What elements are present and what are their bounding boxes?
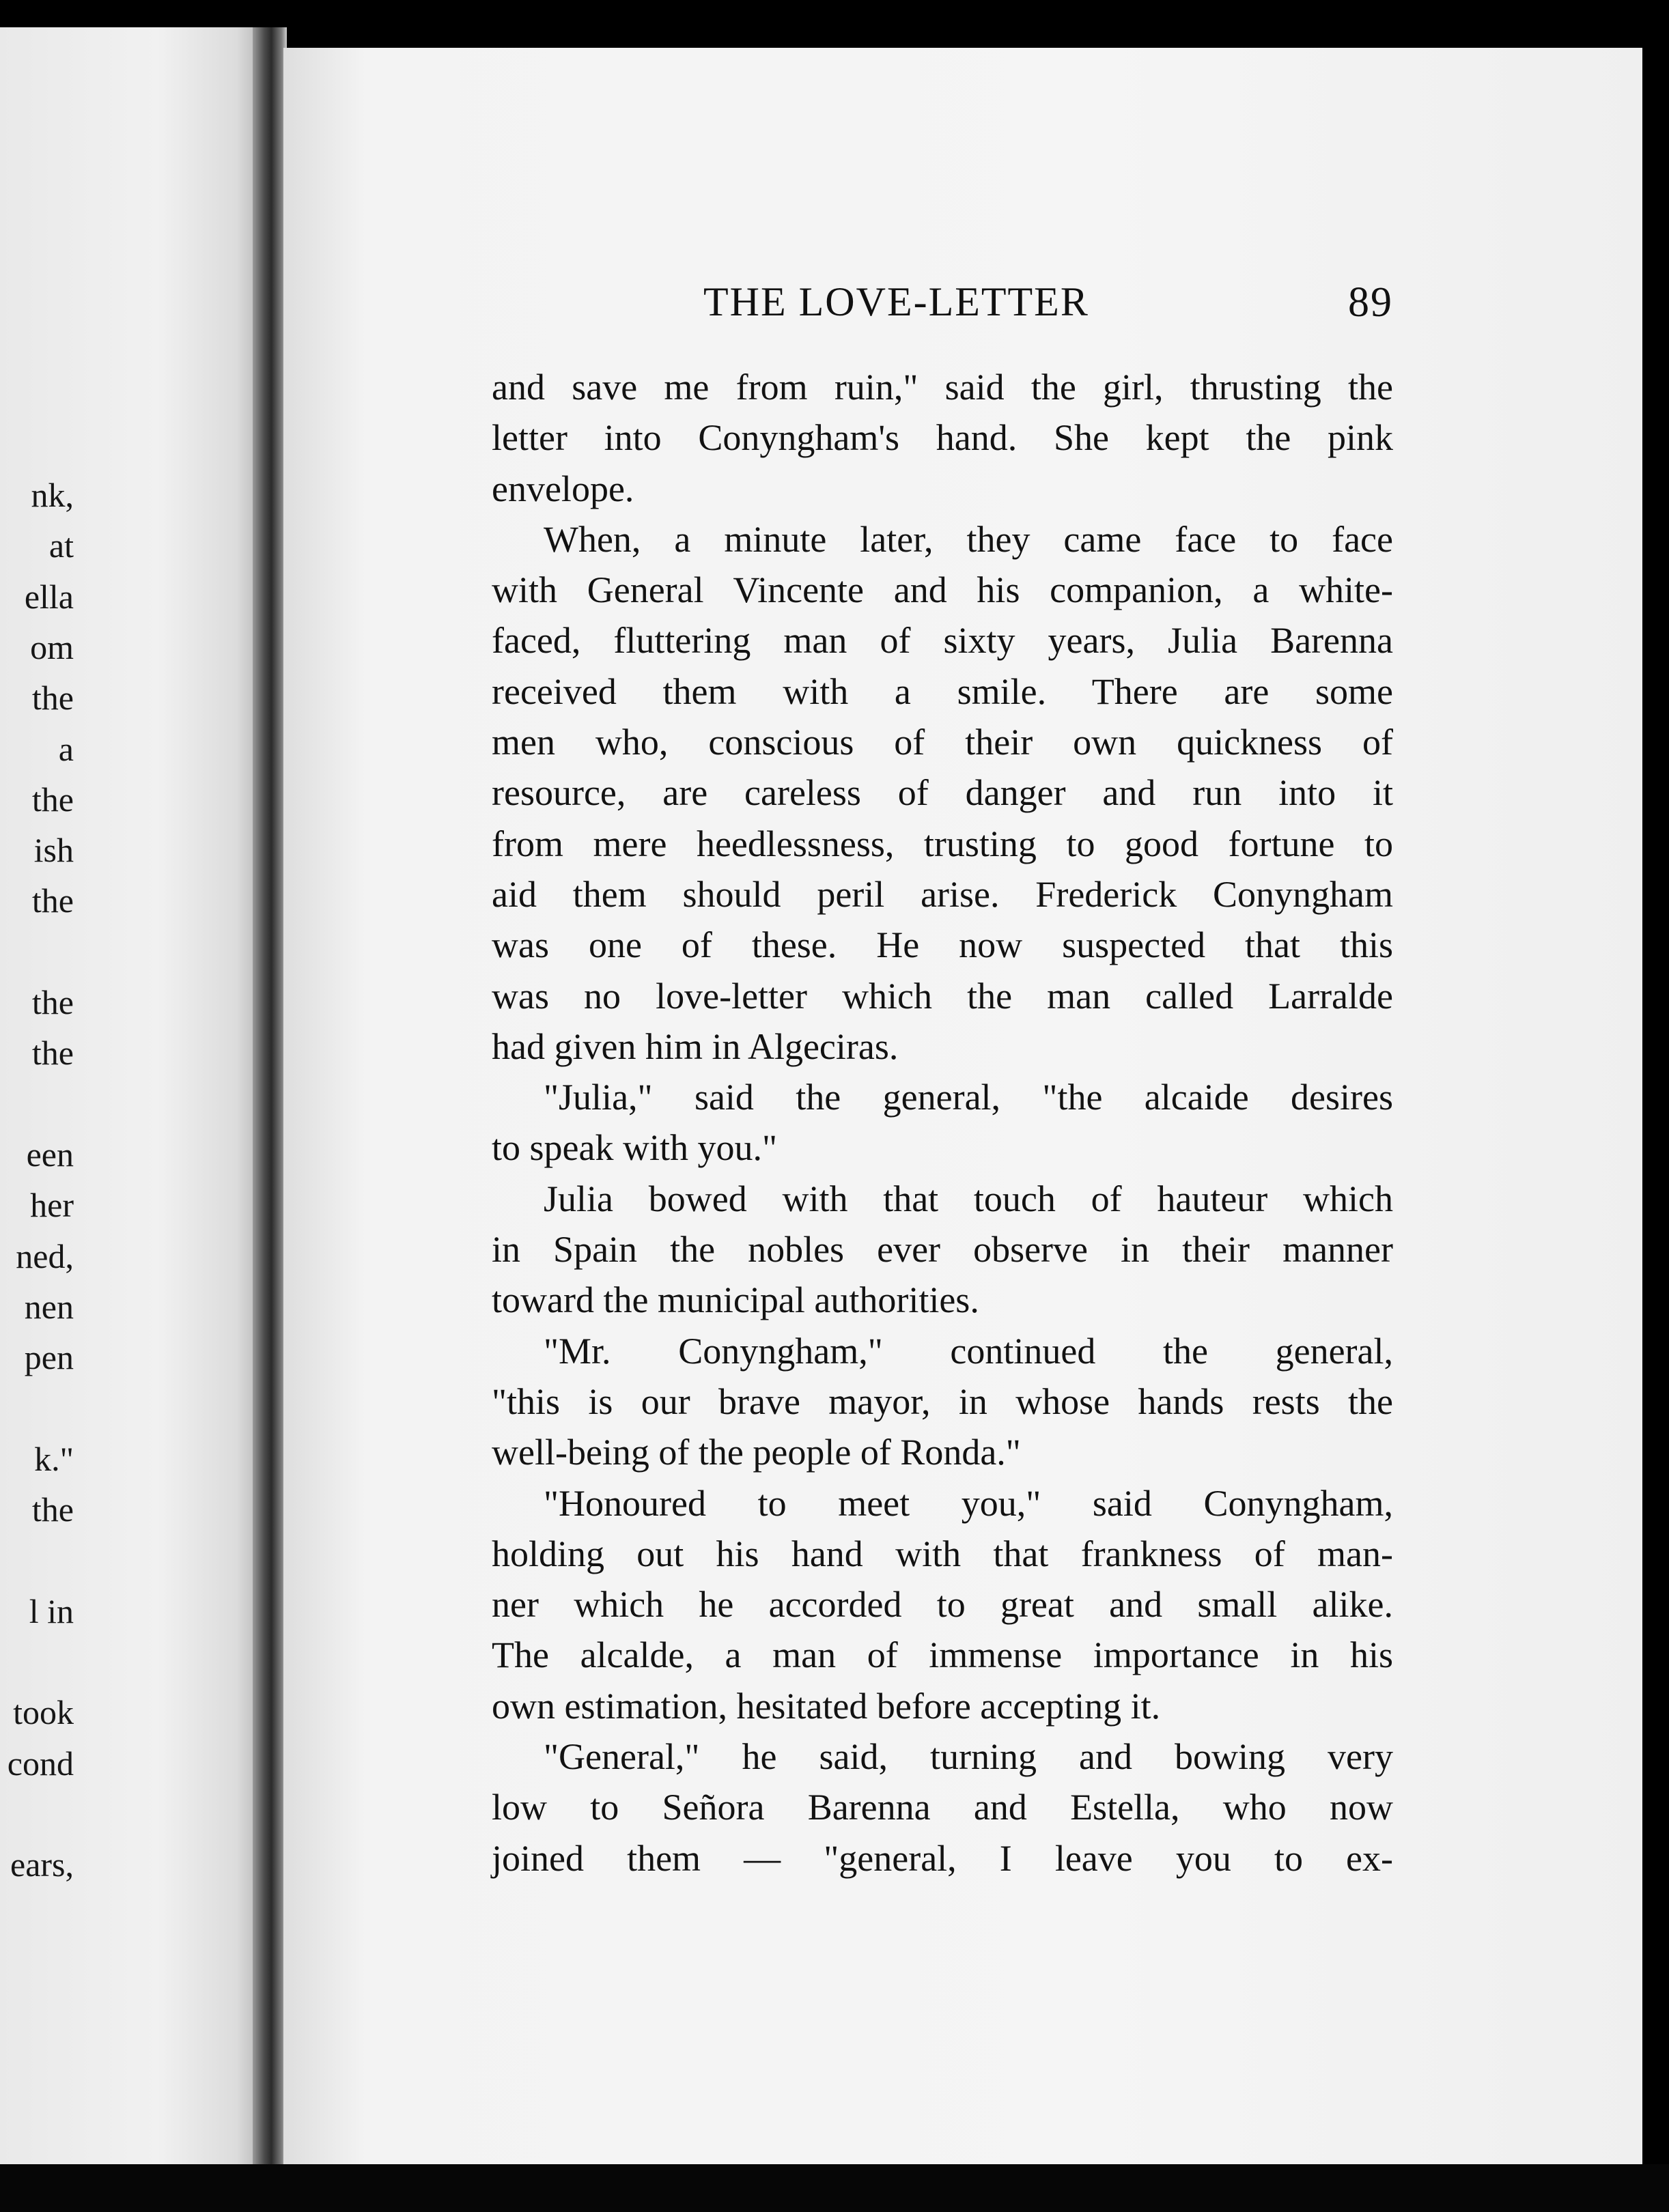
text-line: aid them should peril arise. Frederick Conyngham: [492, 873, 1393, 915]
left-page-fragment: the: [31, 1490, 74, 1529]
left-page-fragment: een: [26, 1135, 74, 1174]
text-line: was no love-letter which the man called Larralde: [492, 975, 1393, 1017]
left-page-fragment: the: [31, 881, 74, 920]
text-line: own estimation, hesitated before accepting it.: [492, 1685, 1161, 1727]
left-page-fragment: pen: [24, 1338, 74, 1377]
text-line: When, a minute later, they came face to face: [544, 518, 1393, 560]
page-header: [492, 279, 1393, 333]
text-line: "this is our brave mayor, in whose hands rests the: [492, 1380, 1393, 1422]
left-page-fragment: the: [31, 780, 74, 819]
text-line: men who, conscious of their own quickness of: [492, 722, 1393, 763]
text-line: to speak with you.": [492, 1127, 777, 1169]
text-line: ner which he accorded to great and small alike.: [492, 1584, 1393, 1626]
text-line: "General," he said, turning and bowing very: [544, 1736, 1393, 1778]
left-page-fragment: l in: [29, 1591, 74, 1630]
text-line: joined them — "general, I leave you to ex-: [492, 1837, 1393, 1879]
text-line: received them with a smile. There are some: [492, 670, 1393, 712]
text-line: The alcalde, a man of immense importance in his: [492, 1634, 1393, 1676]
left-page-fragment: nk,: [31, 476, 74, 514]
left-page-fragment: ears,: [10, 1845, 74, 1884]
page-number: 89: [1348, 279, 1393, 326]
left-page-fragment: the: [31, 679, 74, 718]
text-line: had given him in Algeciras.: [492, 1025, 899, 1067]
left-page-fragment: ish: [33, 831, 74, 870]
left-page-fragment: k.": [34, 1439, 74, 1478]
text-line: and save me from ruin," said the girl, thrusting the: [492, 367, 1393, 408]
text-line: holding out his hand with that frankness of man-: [492, 1533, 1393, 1574]
left-page-text-fragments: [0, 0, 263, 2212]
left-page-fragment: om: [30, 627, 74, 666]
scan-right-border: [1642, 48, 1669, 2212]
left-page-fragment: took: [13, 1693, 74, 1732]
text-line: in Spain the nobles ever observe in their manner: [492, 1229, 1393, 1271]
left-page-fragment: the: [31, 1034, 74, 1073]
text-line: resource, are careless of danger and run into it: [492, 772, 1393, 814]
text-line: toward the municipal authorities.: [492, 1279, 979, 1321]
left-page-fragment: at: [48, 526, 74, 565]
left-page-fragment: her: [30, 1186, 74, 1225]
text-line: "Honoured to meet you," said Conyngham,: [544, 1482, 1393, 1524]
left-page-fragment: ned,: [16, 1236, 74, 1275]
text-line: from mere heedlessness, trusting to good fortune to: [492, 823, 1393, 864]
text-line: well-being of the people of Ronda.": [492, 1432, 1021, 1473]
text-line: letter into Conyngham's hand. She kept the pink: [492, 417, 1393, 459]
left-page-fragment: nen: [24, 1287, 74, 1326]
running-title: THE LOVE-LETTER: [703, 279, 1089, 324]
text-line: envelope.: [492, 468, 634, 509]
text-line: with General Vincente and his companion, a white-: [492, 569, 1393, 611]
left-page-fragment: the: [31, 983, 74, 1021]
text-line: low to Señora Barenna and Estella, who now: [492, 1787, 1393, 1828]
body-text: [492, 362, 1393, 1884]
left-page-fragment: ella: [24, 577, 74, 616]
left-page-fragment: cond: [7, 1744, 74, 1783]
text-line: was one of these. He now suspected that this: [492, 924, 1393, 966]
text-line: faced, fluttering man of sixty years, Julia Barenna: [492, 620, 1393, 662]
text-line: Julia bowed with that touch of hauteur which: [544, 1178, 1393, 1219]
text-line: "Mr. Conyngham," continued the general,: [544, 1330, 1393, 1372]
text-line: "Julia," said the general, "the alcaide desires: [544, 1077, 1393, 1118]
left-page-fragment: a: [58, 729, 74, 768]
